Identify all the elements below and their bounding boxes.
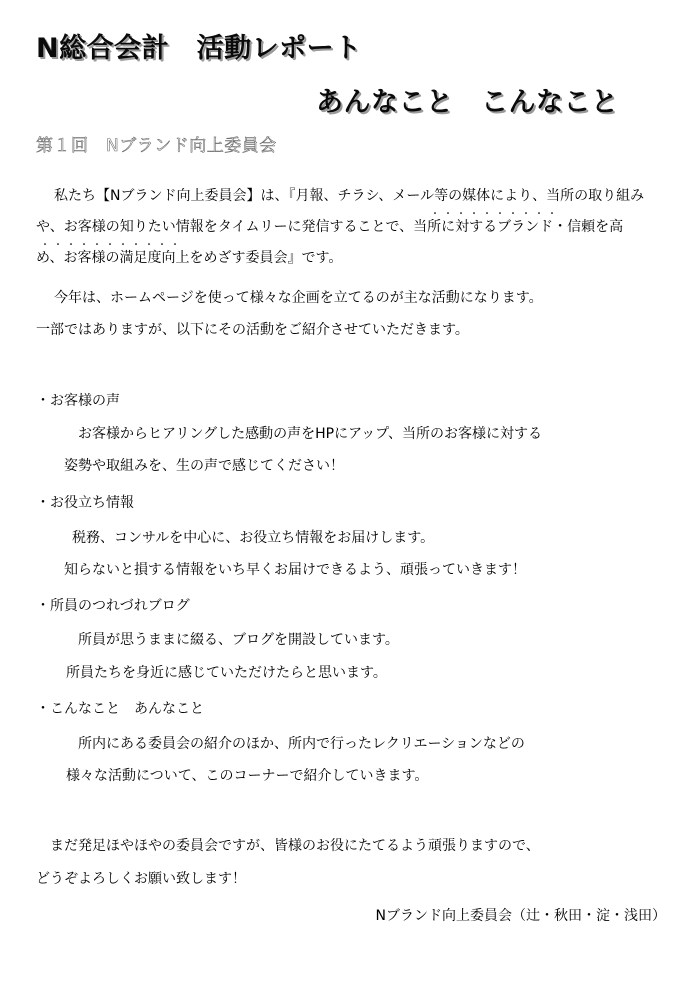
section-text: 税務、コンサルを中心に、お役立ち情報をお届けします。: [72, 530, 435, 546]
section-heading: ・所員のつれづれブログ: [36, 598, 190, 614]
signature: Nブランド向上委員会（辻・秋田・淀・浅田）: [375, 908, 666, 924]
section-text: 所員が思うままに綴る、ブログを開設しています。: [78, 632, 399, 648]
section-text: お客様からヒアリングした感動の声をHPにアップ、当所のお客様に対する: [78, 426, 543, 442]
report-title-catchphrase: あんなこと こんなこと: [316, 87, 619, 118]
section-text: 知らないと損する情報をいち早くお届けできるよう、頑張っていきます！: [64, 562, 526, 578]
section-heading: ・こんなこと あんなこと: [36, 701, 204, 717]
emphasis-dots: ・・・・・・・・・・・: [40, 240, 183, 251]
section-heading: ・お役立ち情報: [36, 495, 134, 511]
closing-line: どうぞよろしくお願い致します！: [36, 871, 246, 887]
emphasis-dots: ・・・・・・・・・・: [430, 209, 560, 220]
section-text: 様々な活動について、このコーナーで紹介していきます。: [66, 768, 429, 784]
section-heading: ・お客様の声: [36, 393, 120, 409]
section-text: 所内にある委員会の紹介のほか、所内で行ったレクリエーションなどの: [78, 736, 525, 752]
section-text: 所員たちを身近に感じていただけたらと思います。: [66, 665, 387, 681]
section-text: 姿勢や取組みを、生の声で感じてください！: [64, 458, 344, 474]
intro-line: 私たち【Nブランド向上委員会】は、『月報、チラシ、メール等の媒体により、当所の取り組み: [54, 188, 645, 204]
closing-line: まだ発足ほやほやの委員会ですが、皆様のお役にたてるよう頑張りますので、: [50, 838, 540, 854]
intro-line: め、お客様の満足度向上をめざす委員会』です。: [36, 250, 343, 266]
report-title: N総合会計 活動レポート: [36, 33, 362, 64]
intro-line: や、お客様の知りたい情報をタイムリーに発信することで、当所に対するブランド・信頼を高: [36, 219, 624, 235]
report-subtitle: 第１回 Nブランド向上委員会: [36, 136, 277, 156]
intro-line: 一部ではありますが、以下にその活動をご紹介させていただきます。: [36, 322, 469, 338]
intro-line: 今年は、ホームページを使って様々な企画を立てるのが主な活動になります。: [54, 290, 543, 306]
